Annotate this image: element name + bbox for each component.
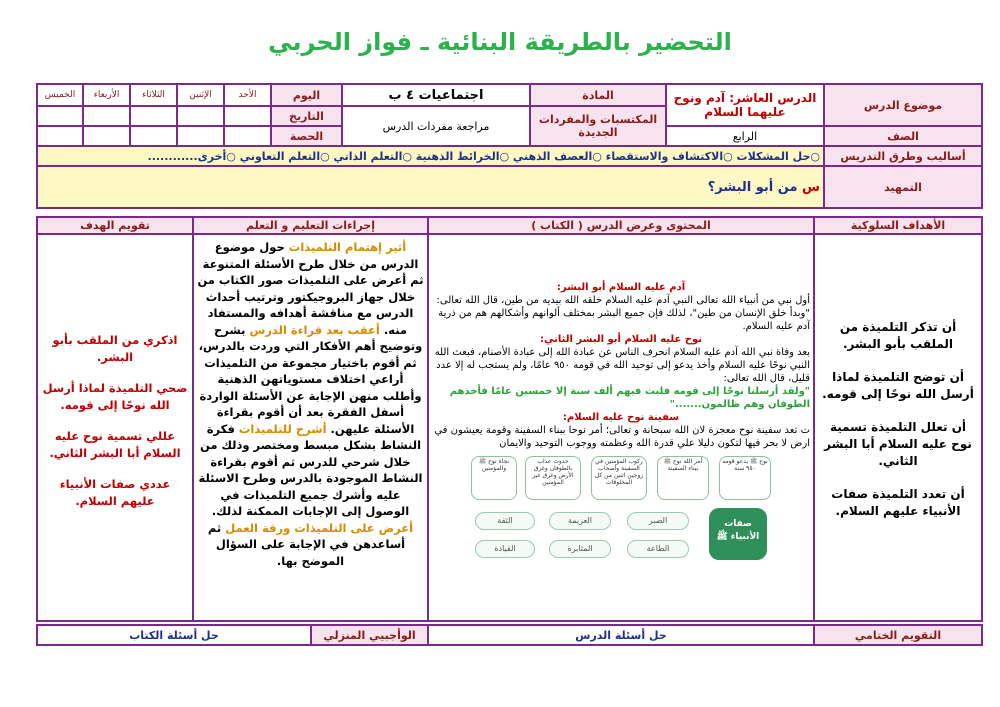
objective-item: أن تعلل التلميذة تسمية نوح عليه السلام أبا البشر الثاني. [824, 420, 972, 468]
intro-question: من أبو البشر؟ [707, 179, 798, 195]
homework-value: حل أسئلة الكتاب [37, 625, 311, 645]
objectives-cell [814, 234, 982, 621]
diagram-event-box: أمر الله نوح ﷺ ببناء السفينة [657, 456, 709, 500]
diagram-event-box: نجاة نوح ﷺ والمؤمنين [471, 456, 517, 500]
date-cell-4 [83, 106, 130, 126]
content-header: المحتوى وعرض الدرس ( الكتاب ) [428, 217, 814, 234]
period-cell-5 [37, 126, 83, 146]
objectives-header: الأهداف السلوكية [814, 217, 982, 234]
day-tuesday: الثلاثاء [130, 84, 177, 106]
lesson-title: الدرس العاشر: آدم ونوح عليهما السلام [666, 84, 824, 126]
methods-label: أساليب وطرق التدريس [824, 146, 982, 166]
procedures-cell [193, 234, 428, 621]
objective-item: أن تذكر التلميذة من الملقب بأبو البشر. [839, 320, 957, 351]
diagram-trait: الثقة [475, 512, 535, 530]
period-cell-4 [83, 126, 130, 146]
noah-story-diagram [471, 456, 771, 566]
procedure-lead: أثير إهتمام التلميذات [288, 240, 407, 254]
topic-label: موضوع الدرس [824, 84, 982, 126]
vocab-label: المكتسبات والمفردات الجديدة [530, 106, 666, 146]
period-cell-1 [224, 126, 271, 146]
period-label: الحصة [271, 126, 342, 146]
procedure-text: فكرة النشاط بشكل مبسط ومختصر وذلك من خلال شرحي للدرس ثم أقوم بقراءة النشاط الموجودة بالدرس وطرح الاسئلة عليه وأشرك جميع التلميذات في الوصول إلى الإجابات الممكنة لذلك. [198, 421, 423, 518]
date-label: التاريخ [271, 106, 342, 126]
grade-value: الرابع [666, 126, 824, 146]
final-eval-value: حل أسئلة الدرس [428, 625, 814, 645]
date-cell-1 [224, 106, 271, 126]
diagram-event-box: ركوب المؤمنين في السفينة وأصحاب زوجين اثنين من كل المخلوقات [591, 456, 647, 500]
evaluation-header: تقويم الهدف [37, 217, 193, 234]
objective-item: أن تعدد التلميذة صفات الأنبياء عليهم السلام. [831, 487, 965, 518]
day-monday: الإثنين [177, 84, 224, 106]
diagram-trait: المثابرة [549, 540, 611, 558]
class-label: الصف [824, 126, 982, 146]
procedure-text: حول موضوع الدرس من خلال طرح الأسئلة المتنوعة ثم أعرض على التلميذات صور الكتاب من خلال جهاز البروجيكتور وترتيب أحداث الدرس مع مناقشة أهدافه والمستفاد منه. [197, 240, 424, 337]
diagram-event-box: نوح ﷺ يدعو قومه ٩٥٠ سنة [719, 456, 771, 500]
intro-question-cell [37, 166, 824, 208]
date-cell-3 [130, 106, 177, 126]
procedure-lead: أعقب بعد قراءة الدرس [249, 322, 380, 337]
vocab-value: مراجعة مفردات الدرس [342, 106, 530, 146]
subject-label: المادة [530, 84, 666, 106]
diagram-trait: الصبر [627, 512, 689, 530]
methods-value: ○حل المشكلات ○الاكتشاف والاستقصاء ○العصف الذهني ○الخرائط الذهنية ○التعلم الذاتي ○التعلم التعاوني ○أخرى............ [37, 146, 824, 166]
lesson-main-table [36, 216, 983, 622]
content-heading-adam: آدم عليه السلام أبو البشر: [556, 282, 686, 293]
lesson-info-table [36, 83, 983, 209]
content-paragraph-noah: بعد وفاة نبي الله آدم عليه السلام انحرف الناس عن عبادة الله إلى عبادة الأصنام، فبعث الله النبي نوحًا عليه السلام وأخذ يدعو إلى توحيد الله في قومه ٩٥٠ عامًا، ولم يستجب له إلا عدد قليل، قال الله تعالى: [434, 347, 810, 384]
intro-label: التمهيد [824, 166, 982, 208]
procedure-lead: أعرض على التلميذات ورقة العمل [225, 520, 414, 535]
content-paragraph-ark: ت تعد سفينة نوح معجزة لان الله سبحانة و تعالى؛ أمر نوحا ببناء السفينة وقومة يعيشون في ارض لا بحر فيها لتكون دليلا علي قدرة الله وعظمته ووجوب التوحيد والايمان [434, 425, 810, 449]
intro-prefix: س [802, 179, 820, 195]
procedure-text: ثم أساعدهن في الإجابة على السؤال الموضح بها. [207, 520, 406, 568]
evaluation-item: ضحي التلميذة لماذا أرسل الله نوحًا إلى قومه. [42, 380, 188, 412]
subject-value: اجتماعيات ٤ ب [342, 84, 530, 106]
period-cell-3 [130, 126, 177, 146]
diagram-trait: العزيمة [549, 512, 611, 530]
day-thursday: الخميس [37, 84, 83, 106]
procedures-header: إجراءات التعليم و التعلم [193, 217, 428, 234]
content-paragraph-adam: أول نبي من أنبياء الله تعالى النبي آدم عليه السلام خلقه الله بيديه من طين، قال الله تعالى: "وبدأ خلق الإنسان من طين"، لذلك فإن جميع البشر بمختلف ألوانهم وأشكالهم هم من ذرية آدم عليه السلام. [436, 295, 810, 332]
diagram-event-box: حدوث عذاب بالطوفان وغرق الأرض وغرق غير المؤمنين [525, 456, 581, 500]
footer-table [36, 624, 983, 646]
diagram-trait: الطاعة [627, 540, 689, 558]
content-quote: "ولقد أرسلنا نوحًا إلى قومه فلبث فيهم ألف سنة إلا خمسين عامًا فأخذهم الطوفان وهم ظالمون......." [449, 386, 810, 410]
date-cell-5 [37, 106, 83, 126]
day-wednesday: الأربعاء [83, 84, 130, 106]
procedure-text: بشرح وتوضيح أهم الأفكار التي وردت بالدرس، ثم أقوم باختيار مجموعة من التلميذات أراعي اختلاف مستوياتهن الذهنية وأطلب منهن الإجابة عن الأسئلة الواردة أسفل الفقرة بعد أن أقوم بقراءة الأسئلة عليهن. [198, 322, 423, 436]
objective-item: أن توضح التلميذة لماذا أرسل الله نوحًا إلى قومه. [822, 370, 974, 401]
homework-label: الوأجبيي المنزلي [311, 625, 428, 645]
evaluation-item: عللي تسمية نوح عليه السلام أبا البشر الثاني. [49, 428, 181, 460]
day-sunday: الأحد [224, 84, 271, 106]
diagram-center-node: صفات الأنبياء ﷺ [709, 508, 767, 560]
date-cell-2 [177, 106, 224, 126]
final-eval-label: التقويم الختامي [814, 625, 982, 645]
evaluation-item: عددي صفات الأنبياء عليهم السلام. [59, 476, 171, 508]
content-heading-noah: نوح عليه السلام أبو البشر الثاني: [540, 334, 702, 345]
content-heading-ark: سفينة نوح عليه السلام: [562, 412, 680, 423]
day-label: اليوم [271, 84, 342, 106]
page-title: التحضير بالطريقة البنائية ـ فواز الحربي [268, 28, 732, 56]
diagram-trait: القيادة [475, 540, 535, 558]
evaluation-item: اذكري من الملقب بأبو البشر. [52, 332, 178, 364]
content-cell [428, 234, 814, 621]
evaluation-cell [37, 234, 193, 621]
period-cell-2 [177, 126, 224, 146]
procedure-lead: أشرح للتلميذات [238, 421, 327, 436]
